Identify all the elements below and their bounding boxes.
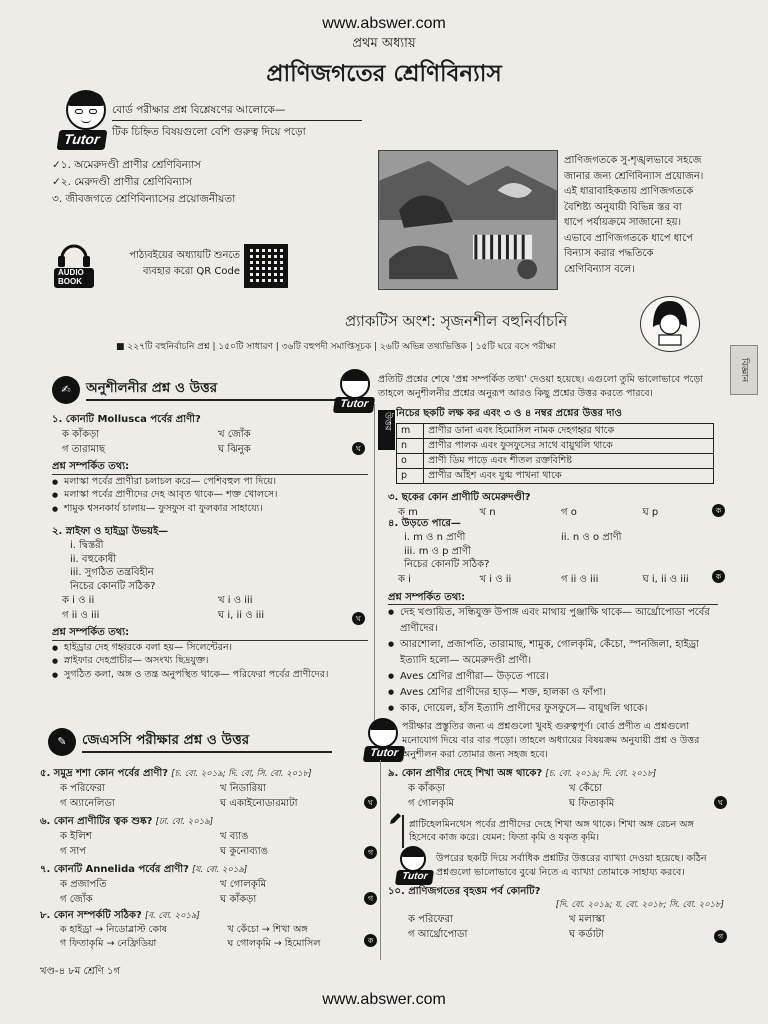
option[interactable]: গ o bbox=[561, 507, 577, 518]
pencil-icon bbox=[388, 812, 402, 831]
question-stem: ৫. সমুদ্র শশা কোন পর্বের প্রাণী? [চ. বো. ২০১৯; দি. বো, সি. বো. ২০১৮] bbox=[40, 768, 312, 779]
question-stem: ৬. কোন প্রাণীটির ত্বক শুষ্ক? [ঢা. বো. ২০১৯] bbox=[40, 816, 214, 827]
info-item: ● Aves শ্রেণির প্রাণীদের হাড়— শক্ত, হালকা ও ফাঁপা। bbox=[388, 685, 718, 701]
option[interactable]: গ ii ও iii bbox=[561, 573, 599, 585]
chapter-description bbox=[564, 153, 744, 277]
option[interactable]: ঘ গোলকৃমি → হিমোসিল bbox=[227, 938, 321, 950]
option[interactable]: ঘ i, ii ও iii bbox=[218, 610, 265, 621]
question-stem: ১. কোনটি Mollusca পর্বের প্রাণী? bbox=[52, 414, 201, 425]
option[interactable]: ক হাইড্রা → নিডোব্লাস্ট কোষ bbox=[60, 924, 167, 935]
answer-options bbox=[52, 593, 368, 623]
answer-mark: ঘ bbox=[364, 796, 377, 809]
chapter-number: প্রথম অধ্যায় bbox=[352, 36, 416, 51]
section-exam-icon: ✎ bbox=[48, 728, 76, 756]
option[interactable]: খ গোলকৃমি bbox=[220, 879, 267, 890]
info-item: ● সুগঠিত কলা, অঙ্গ ও তন্ত্র অনুপস্থিত থাকে— পরিফেরা পর্বের প্রাণীদের। bbox=[52, 668, 368, 682]
tutor-label-small: Tutor bbox=[333, 397, 375, 413]
intro-line-1: বোর্ড পরীক্ষার প্রশ্ন বিশ্লেষণের আলোকে— bbox=[112, 104, 286, 116]
info-heading: প্রশ্ন সম্পর্কিত তথ্য: bbox=[52, 461, 368, 475]
answer-mark: ঘ bbox=[352, 612, 365, 625]
option[interactable]: ঘ একাইনোডারমাটা bbox=[220, 798, 298, 809]
table-row: n প্রাণীর পালক এবং ফুসফুসের সাথে বায়ুথলি থাকে bbox=[397, 438, 714, 453]
table-row: p প্রাণীর আঁইশ এবং যুগ্ম পাখনা থাকে bbox=[397, 468, 714, 483]
table-prompt: নিচের ছকটি লক্ষ কর এবং ৩ ও ৪ নম্বর প্রশ্নের উত্তর দাও bbox=[396, 408, 622, 419]
option[interactable]: গ অ্যানেলিডা bbox=[60, 798, 115, 809]
option[interactable]: খ জোঁক bbox=[218, 429, 251, 440]
option[interactable]: গ আর্থ্রোপোডা bbox=[408, 928, 468, 940]
practice-title: প্র্যাকটিস অংশ: সৃজনশীল বহুনির্বাচনি bbox=[345, 312, 568, 330]
option[interactable]: গ গোলকৃমি bbox=[408, 798, 455, 809]
answer-options bbox=[40, 877, 374, 907]
info-item: ● শামুক শ্বসনকার্য চালায়— ফুসফুস বা ফুলকার সাহায্যে। bbox=[52, 502, 368, 516]
tutor-label-small: Tutor bbox=[395, 870, 434, 885]
topic-item: ৩. জীবজগতে শ্রেণিবিন্যাসের প্রয়োজনীয়তা bbox=[52, 192, 236, 205]
statement: i. m ও n প্রাণী bbox=[404, 532, 466, 543]
question-stem: ৩. ছকের কোন প্রাণীটি অমেরুদণ্ডী? bbox=[388, 492, 531, 503]
option[interactable]: গ ফিতাকৃমি → নেফ্রিডিয়া bbox=[60, 938, 157, 950]
option[interactable]: গ সাপ bbox=[60, 846, 87, 857]
answer-mark: ক bbox=[712, 504, 725, 517]
answer-options bbox=[388, 572, 718, 587]
practice-stats: ■ ২২৭টি বহুনির্বাচনি প্রশ্ন | ১৫০টি সাধারণ | ৩৬টি বহুপদী সমাপ্তিসূচক | ২৬টি অভিন্ন তথ্যভিত্তিক | ১৫টি ঘরে বসে পরীক্ষা bbox=[116, 342, 556, 352]
tutor-mascot-icon bbox=[66, 90, 106, 130]
question-ask: নিচের কোনটি সঠিক? bbox=[70, 580, 156, 592]
student-reading-icon bbox=[640, 296, 700, 352]
option[interactable]: খ কেঁচো → শিখা অঙ্গ bbox=[227, 924, 308, 935]
answer-mark: ঘ bbox=[714, 796, 727, 809]
question-stem: ৭. কোনটি Annelida পর্বের প্রাণী? [য. বো. ২০১৯] bbox=[40, 864, 248, 875]
option[interactable]: ঘ কর্ডাটা bbox=[569, 928, 604, 940]
table-row: o প্রাণী ডিম পাড়ে এবং শীতল রক্তবিশিষ্ট bbox=[397, 453, 714, 468]
topic-list bbox=[52, 157, 352, 207]
option[interactable]: খ ব্যাঙ bbox=[220, 831, 249, 842]
option[interactable]: ক প্রজাপতি bbox=[60, 879, 107, 890]
option[interactable]: খ i ও ii bbox=[479, 573, 512, 585]
audio-label-1: AUDIO bbox=[58, 268, 84, 277]
info-heading: প্রশ্ন সম্পর্কিত তথ্য: bbox=[52, 627, 368, 641]
option[interactable]: খ n bbox=[479, 507, 496, 518]
answer-options bbox=[40, 781, 374, 811]
desc-line: জানার জন্য শ্রেণিবিন্যাস প্রয়োজন। bbox=[564, 170, 704, 182]
tutor-note: উপরের ছকটি দিয়ে সর্বাধিক প্রশ্নটির উত্তরের ব্যাখ্যা দেওয়া হয়েছে। কঠিন প্রশ্নগুলো ভালোভাবে বুঝে নিতে এ ব্যাখ্যা তোমাকে সাহায্য করবে। bbox=[436, 853, 707, 878]
qr-caption bbox=[120, 248, 240, 280]
statement: iii. m ও p প্রাণী bbox=[404, 545, 471, 557]
option[interactable]: ক কাঁকড়া bbox=[62, 429, 100, 440]
option[interactable]: খ i ও iii bbox=[218, 595, 253, 606]
option[interactable]: ঘ কুনোব্যাঙ bbox=[220, 846, 268, 857]
statement-list bbox=[52, 539, 368, 593]
info-list bbox=[52, 475, 368, 516]
info-list bbox=[388, 605, 718, 717]
topic-item: ✓২. মেরুদণ্ডী প্রাণীর শ্রেণিবিন্যাস bbox=[52, 175, 192, 188]
answer-mark: ক bbox=[364, 934, 377, 947]
option[interactable]: ঘ ফিতাকৃমি bbox=[569, 798, 615, 809]
audio-label-2: BOOK bbox=[58, 276, 82, 286]
characteristics-table bbox=[396, 423, 714, 484]
answer-options bbox=[52, 427, 368, 457]
desc-line: শ্রেণিবিন্যাস বলে। bbox=[564, 263, 635, 275]
info-item: ● মলাস্কা পর্বের প্রাণীরা চলাচল করে— পেশিবহুল পা দিয়ে। bbox=[52, 475, 368, 489]
desc-line: এই ধারাবাহিকতায় প্রাণিজগতকে bbox=[564, 186, 694, 197]
answer-mark: ক bbox=[712, 570, 725, 583]
answer-mark: গ bbox=[714, 930, 727, 943]
option[interactable]: ঘ p bbox=[642, 507, 659, 518]
option[interactable]: ক পরিফেরা bbox=[60, 783, 106, 794]
desc-line: ধাপে পর্যায়ক্রমে সাজানো হয়। bbox=[564, 217, 682, 228]
option[interactable]: ঘ ঝিনুক bbox=[218, 444, 251, 455]
info-list bbox=[52, 641, 368, 682]
topic-item: ✓১. অমেরুদণ্ডী প্রাণীর শ্রেণিবিন্যাস bbox=[52, 159, 201, 171]
question-stem: ২. স্নাইফা ও হাইড্রা উভয়ই— bbox=[52, 526, 169, 537]
answer-mark: গ bbox=[364, 892, 377, 905]
option[interactable]: খ মলাস্কা bbox=[569, 913, 605, 925]
option[interactable]: ক কাঁকড়া bbox=[408, 783, 446, 794]
question-stem: ৮. কোন সম্পর্কটি সঠিক? [ব. বো. ২০১৯] bbox=[40, 910, 200, 921]
tutor-label-small: Tutor bbox=[363, 746, 405, 762]
info-item: ● হাইড্রার দেহ গহ্বরকে বলা হয়— সিলেন্টেরন। bbox=[52, 641, 368, 655]
animal-collage-image bbox=[378, 150, 558, 290]
info-item: ● দেহ খণ্ডায়িত, সন্ধিযুক্ত উপাঙ্গ এবং মাথায় পুঞ্জাক্ষি থাকে— আর্থ্রোপোডা পর্বের প্রাণীদের। bbox=[388, 605, 718, 637]
option[interactable]: ক i bbox=[398, 573, 411, 585]
section2-title: জেএসসি পরীক্ষার প্রশ্ন ও উত্তর bbox=[82, 732, 332, 753]
question-ask: নিচের কোনটি সঠিক? bbox=[404, 559, 490, 570]
qr-code[interactable] bbox=[244, 244, 288, 288]
desc-line: এভাবে প্রাণিজগতকে ধাপে ধাপে bbox=[564, 232, 693, 244]
option[interactable]: ঘ i, ii ও iii bbox=[642, 573, 689, 585]
option[interactable]: গ ii ও iii bbox=[62, 610, 100, 621]
question-stem: ৯. কোন প্রাণীর দেহে শিখা অঙ্গ থাকে? [চ. বো. ২০১৯; দি. বো. ২০১৮] bbox=[388, 768, 657, 779]
side-tab-subject[interactable]: বিজ্ঞান bbox=[730, 345, 758, 395]
option[interactable]: গ জোঁক bbox=[60, 894, 93, 905]
tutor-mascot-small-icon bbox=[400, 846, 426, 872]
audio-book-icon bbox=[52, 242, 96, 288]
statement: iii. সুগঠিত তন্ত্রবিহীন bbox=[70, 567, 154, 578]
qr-caption-line: পাঠ্যবইয়ের অধ্যায়টি শুনতে bbox=[129, 250, 240, 261]
tutor-mascot-small-icon bbox=[368, 718, 398, 748]
info-item: ● স্নাইফার দেহপ্রাচীর— অসংখ্য ছিদ্রযুক্ত। bbox=[52, 654, 368, 668]
explanation-note: প্লাটিহেলমিনথেস পর্বের প্রাণীদের দেহে শিখা অঙ্গ থাকে। শিখা অঙ্গ রেচন অঙ্গ হিসেবে কাজ করে। যেমন: ফিতা কৃমি ও যকৃত কৃমি। bbox=[402, 815, 724, 848]
answer-options bbox=[40, 923, 374, 952]
intro-line-2: টিক চিহ্নিত বিষয়গুলো বেশি গুরুত্ব দিয়ে পড়ো bbox=[112, 126, 306, 138]
statement: i. দ্বিস্তরী bbox=[70, 540, 104, 551]
tutor-label: Tutor bbox=[57, 130, 107, 150]
info-heading: প্রশ্ন সম্পর্কিত তথ্য: bbox=[388, 592, 718, 606]
option[interactable]: গ তারামাছ bbox=[62, 444, 106, 455]
question-stem: ১০. প্রাণিজগতের বৃহত্তম পর্ব কোনটি? bbox=[388, 886, 541, 897]
qr-caption-line: ব্যবহার করো QR Code bbox=[142, 266, 240, 277]
option[interactable]: ক ইলিশ bbox=[60, 831, 92, 842]
section1-note: প্রতিটি প্রশ্নের শেষে 'প্রশ্ন সম্পর্কিত তথ্য' দেওয়া হয়েছে। এগুলো তুমি ভালোভাবে পড়ো তাহলে অনুশীলনীর প্রশ্নের অনুরূপ আরও কিছু প্রশ্নের উত্তর করতে পারবে। bbox=[378, 374, 704, 399]
answer-options bbox=[388, 781, 724, 811]
option[interactable]: ক m bbox=[398, 507, 418, 518]
section-question-icon: ✍ bbox=[52, 376, 80, 404]
table-row: m প্রাণীর ডানা এবং হিমোসিল নামক দেহগহ্বর থাকে bbox=[397, 424, 714, 439]
answer-options bbox=[40, 829, 374, 859]
page-footer: খণ্ড-৪ ৮ম শ্রেণি ১গ bbox=[40, 966, 120, 977]
option[interactable]: ক i ও ii bbox=[62, 595, 95, 606]
desc-line: বৈশিষ্ট্য অনুযায়ী বিভিন্ন স্তর বা bbox=[564, 201, 682, 213]
option[interactable]: ক পরিফেরা bbox=[408, 913, 454, 925]
option[interactable]: ঘ কাঁকড়া bbox=[220, 894, 257, 905]
desc-line: বিন্যাস করার পদ্ধতিকে bbox=[564, 248, 654, 259]
section2-note: পরীক্ষার প্রস্তুতির জন্য এ প্রশ্নগুলো খুবই গুরুত্বপূর্ণ। বোর্ড প্রণীত এ প্রশ্নগুলো মনোযোগ দিয়ে বার বার পড়ো। তাহলে অধ্যায়ের বিষয়ক্রম অনুযায়ী প্রশ্ন ও উত্তর অনুশীলন করা তোমার জন্য সহজ হবে। bbox=[402, 721, 700, 760]
info-item: ● কাক, দোয়েল, হাঁস ইত্যাদি প্রাণীদের ফুসফুসে— বায়ুথলি থাকে। bbox=[388, 701, 718, 717]
site-watermark-top: www.abswer.com bbox=[322, 15, 446, 32]
answer-options bbox=[388, 912, 724, 942]
info-item: ● Aves শ্রেণির প্রাণীরা— উড়তে পারে। bbox=[388, 669, 718, 685]
desc-line: প্রাণিজগতকে সু-শৃঙ্খলভাবে সহজে bbox=[564, 155, 702, 166]
tutor-mascot-small-icon bbox=[340, 369, 370, 399]
site-watermark-bottom: www.abswer.com bbox=[322, 991, 446, 1008]
statement: ii. বহুকোষী bbox=[70, 553, 117, 565]
question-source: [দি. বো. ২০১৯; য. বো. ২০১৮; সি. বো. ২০১৮] bbox=[555, 900, 724, 910]
answer-mark: গ bbox=[364, 846, 377, 859]
chapter-title: প্রাণিজগতের শ্রেণিবিন্যাস bbox=[266, 61, 502, 87]
statement: ii. n ও o প্রাণী bbox=[561, 532, 622, 543]
answer-mark: ঘ bbox=[352, 442, 365, 455]
option[interactable]: খ নিডারিয়া bbox=[220, 783, 266, 794]
info-item: ● মলাস্কা পর্বের প্রাণীদের দেহ আবৃত থাকে— শক্ত খোলসে। bbox=[52, 488, 368, 502]
statement-list bbox=[388, 531, 718, 572]
section1-title: অনুশীলনীর প্রশ্ন ও উত্তর bbox=[86, 380, 336, 401]
answer-tag: উত্তর bbox=[378, 410, 395, 450]
question-stem: ৪. উড়তে পারে— bbox=[388, 518, 461, 529]
info-item: ● আরশোলা, প্রজাপতি, তারামাছ, শামুক, গোলকৃমি, কেঁচো, স্পনজিলা, হাইড্রা ইত্যাদি হলো— অমেরুদণ্ডী প্রাণী। bbox=[388, 637, 718, 669]
option[interactable]: খ কেঁচো bbox=[569, 783, 603, 794]
